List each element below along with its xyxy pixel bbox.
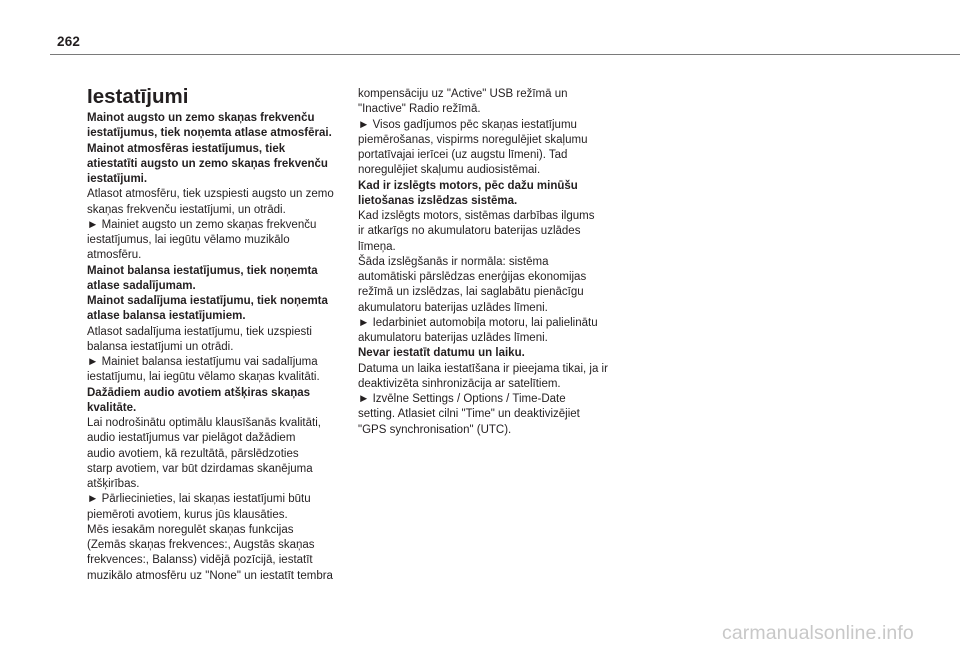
- paragraph: Lai nodrošinātu optimālu klausīšanās kvalitāti, audio iestatījumus var pielāgot dažādiem audio avotiem, kā rezultātā, pārslēdzoties starp avotiem, var būt dzirdamas skanējuma atšķirības.: [87, 417, 321, 490]
- paragraph: Mainot sadalījuma iestatījumu, tiek noņemta atlase balansa iestatījumiem.: [87, 295, 328, 323]
- paragraph: Šāda izslēgšanās ir normāla: sistēma automātiski pārslēdzas enerģijas ekonomijas režīmā un izslēdzas, lai saglabātu pienācīgu akumulatoru baterijas uzlādes līmeni.: [358, 255, 587, 314]
- page-number: 262: [57, 34, 81, 49]
- section-title: Iestatījumi: [87, 85, 189, 108]
- paragraph: Mainot augsto un zemo skaņas frekvenču iestatījumus, tiek noņemta atlase atmosfērai.: [87, 112, 332, 140]
- paragraph: ► Mainiet balansa iestatījumu vai sadalījuma iestatījumu, lai iegūtu vēlamo skaņas kvalitāti.: [87, 356, 320, 384]
- paragraph: Mainot balansa iestatījumus, tiek noņemta atlase sadalījumam.: [87, 264, 318, 292]
- watermark: carmanualsonline.info: [722, 622, 914, 644]
- left-column: [87, 85, 347, 584]
- paragraph: Kad ir izslēgts motors, pēc dažu minūšu lietošanas izslēdzas sistēma.: [358, 179, 578, 207]
- paragraph: ► Visos gadījumos pēc skaņas iestatījumu piemērošanas, vispirms noregulējiet skaļumu portatīvajai ierīcei (uz augstu līmeni). Tad noregulējiet skaļumu audiosistēmai.: [358, 118, 588, 177]
- paragraph: Kad izslēgts motors, sistēmas darbības ilgums ir atkarīgs no akumulatoru baterijas uzlādes līmeņa.: [358, 210, 595, 253]
- paragraph: ► Iedarbiniet automobiļa motoru, lai palielinātu akumulatoru baterijas uzlādes līmeni.: [358, 316, 598, 344]
- paragraph: Dažādiem audio avotiem atšķiras skaņas kvalitāte.: [87, 386, 311, 414]
- right-column: [358, 87, 618, 438]
- paragraph: Mainot atmosfēras iestatījumus, tiek atiestatīti augsto un zemo skaņas frekvenču iestatījumi.: [87, 142, 328, 185]
- paragraph: kompensāciju uz "Active" USB režīmā un "Inactive" Radio režīmā.: [358, 88, 568, 116]
- paragraph: Datuma un laika iestatīšana ir pieejama tikai, ja ir deaktivizēta sinhronizācija ar satelītiem.: [358, 362, 608, 390]
- paragraph: Atlasot atmosfēru, tiek uzspiesti augsto un zemo skaņas frekvenču iestatījumi, un otrādi.: [87, 188, 334, 216]
- paragraph: ► Izvēlne Settings / Options / Time-Date setting. Atlasiet cilni "Time" un deaktivizējiet "GPS synchronisation" (UTC).: [358, 393, 580, 436]
- paragraph: ► Mainiet augsto un zemo skaņas frekvenču iestatījumus, lai iegūtu vēlamo muzikālo atmosfēru.: [87, 218, 317, 262]
- paragraph: Nevar iestatīt datumu un laiku.: [358, 347, 525, 360]
- paragraph: ► Pārliecinieties, lai skaņas iestatījumi būtu piemēroti avotiem, kurus jūs klausāties. Mēs iesakām noregulēt skaņas funkcijas (Zemās skaņas frekvences:, Augstās skaņas frekvences:, Balanss) vidējā pozīcijā, iestatīt muzikālo atmosfēru uz "None" un iestatīt tembra: [87, 493, 333, 582]
- header-divider: [50, 54, 960, 55]
- paragraph: Atlasot sadalījuma iestatījumu, tiek uzspiesti balansa iestatījumi un otrādi.: [87, 325, 312, 353]
